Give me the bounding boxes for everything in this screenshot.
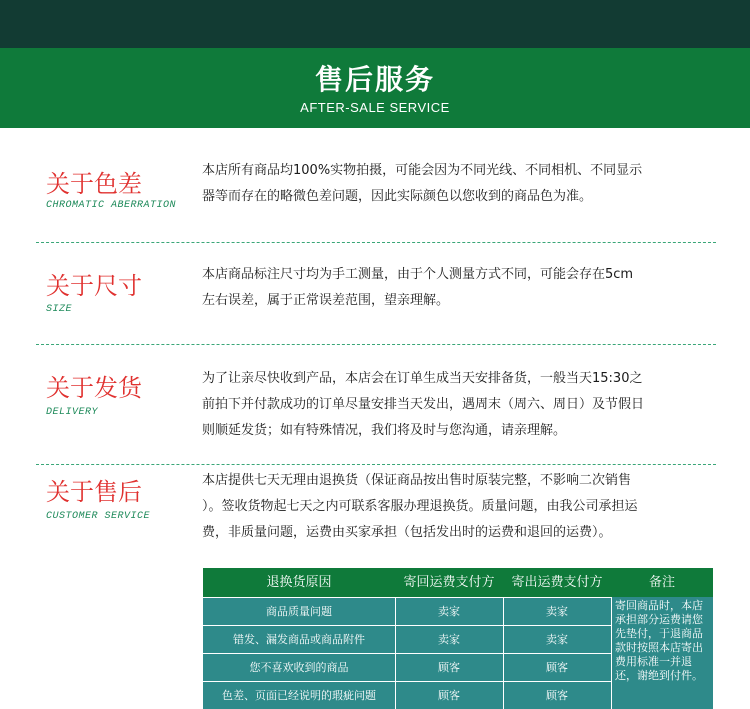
section-body-line: 器等而存在的略微色差问题，因此实际颜色以您收到的商品色为准。	[202, 189, 593, 204]
section-body-line: 本店商品标注尺寸均为手工测量，由于个人测量方式不同，可能会存在5cm	[202, 267, 634, 282]
table-cell-send-payer: 卖家	[546, 605, 568, 618]
section-customer-service	[0, 466, 750, 566]
section-body	[202, 366, 704, 444]
section-subtitle: SIZE	[46, 304, 73, 315]
after-sale-banner	[0, 48, 750, 128]
table-header-send-freight: 寄出运费支付方	[511, 575, 603, 590]
section-body-line: ）。签收货物起七天之内可联系客服办理退换货。质量问题，由我公司承担运	[202, 499, 638, 514]
section-subtitle: CHROMATIC ABERRATION	[46, 200, 177, 211]
section-subtitle: CUSTOMER SERVICE	[46, 511, 151, 522]
table-cell-send-payer: 卖家	[546, 633, 568, 646]
table-column-divider	[395, 597, 396, 709]
section-body-line: 本店所有商品均100%实物拍摄，可能会因为不同光线、不同相机、不同显示	[202, 163, 643, 178]
dashed-divider	[36, 344, 716, 345]
table-column-divider	[503, 597, 504, 709]
table-column-divider	[611, 597, 612, 709]
section-body-line: 前拍下并付款成功的订单尽量安排当天发出，遇周末（周六、周日）及节假日	[202, 397, 645, 412]
table-cell-reason: 错发、漏发商品或商品附件	[233, 633, 365, 646]
return-policy-table	[203, 568, 713, 709]
dashed-divider	[36, 464, 716, 465]
table-cell-return-payer: 顾客	[438, 661, 460, 674]
table-row	[203, 681, 611, 709]
section-body-line: 本店提供七天无理由退换货（保证商品按出售时原装完整，不影响二次销售	[202, 473, 632, 488]
section-subtitle: DELIVERY	[46, 407, 99, 418]
section-body-line: 为了让亲尽快收到产品，本店会在订单生成当天安排备货，一般当天15:30之	[202, 371, 643, 386]
table-header-return-freight: 寄回运费支付方	[403, 575, 495, 590]
section-title: 关于色差	[46, 170, 142, 198]
section-body	[202, 468, 704, 546]
section-chromatic-aberration	[0, 128, 750, 244]
section-body-line: 则顺延发货；如有特殊情况，我们将及时与您沟通，请亲理解。	[202, 423, 567, 438]
table-cell-return-payer: 卖家	[438, 633, 460, 646]
section-body	[202, 262, 704, 314]
table-note: 寄回商品时，本店承担部分运费请您先垫付，于退商品款时按照本店寄出费用标准一并退还，谢绝到付件。	[615, 599, 703, 682]
table-cell-reason: 色差、页面已经说明的瑕疵问题	[222, 689, 376, 702]
table-cell-return-payer: 卖家	[438, 605, 460, 618]
section-size	[0, 244, 750, 344]
banner-subtitle: AFTER-SALE SERVICE	[300, 100, 450, 115]
table-cell-reason: 您不喜欢收到的商品	[249, 661, 349, 674]
section-body-line: 左右误差，属于正常误差范围，望亲理解。	[202, 293, 450, 308]
table-row	[203, 625, 611, 653]
dashed-divider	[36, 242, 716, 243]
section-body-line: 费，非质量问题，运费由买家承担（包括发出时的运费和退回的运费）。	[202, 525, 612, 540]
table-row	[203, 597, 611, 625]
top-bar	[0, 0, 750, 48]
section-body	[202, 158, 704, 210]
table-cell-send-payer: 顾客	[546, 661, 568, 674]
table-cell-reason: 商品质量问题	[266, 605, 332, 618]
table-row	[203, 653, 611, 681]
table-header-note: 备注	[648, 575, 675, 590]
table-header-reason: 退换货原因	[266, 575, 332, 590]
table-cell-return-payer: 顾客	[438, 689, 460, 702]
section-title: 关于发货	[46, 374, 142, 402]
banner-title: 售后服务	[314, 63, 435, 96]
table-header-row	[203, 568, 713, 597]
table-cell-send-payer: 顾客	[546, 689, 568, 702]
section-title: 关于尺寸	[46, 272, 142, 300]
section-delivery	[0, 346, 750, 464]
section-title: 关于售后	[46, 478, 142, 506]
